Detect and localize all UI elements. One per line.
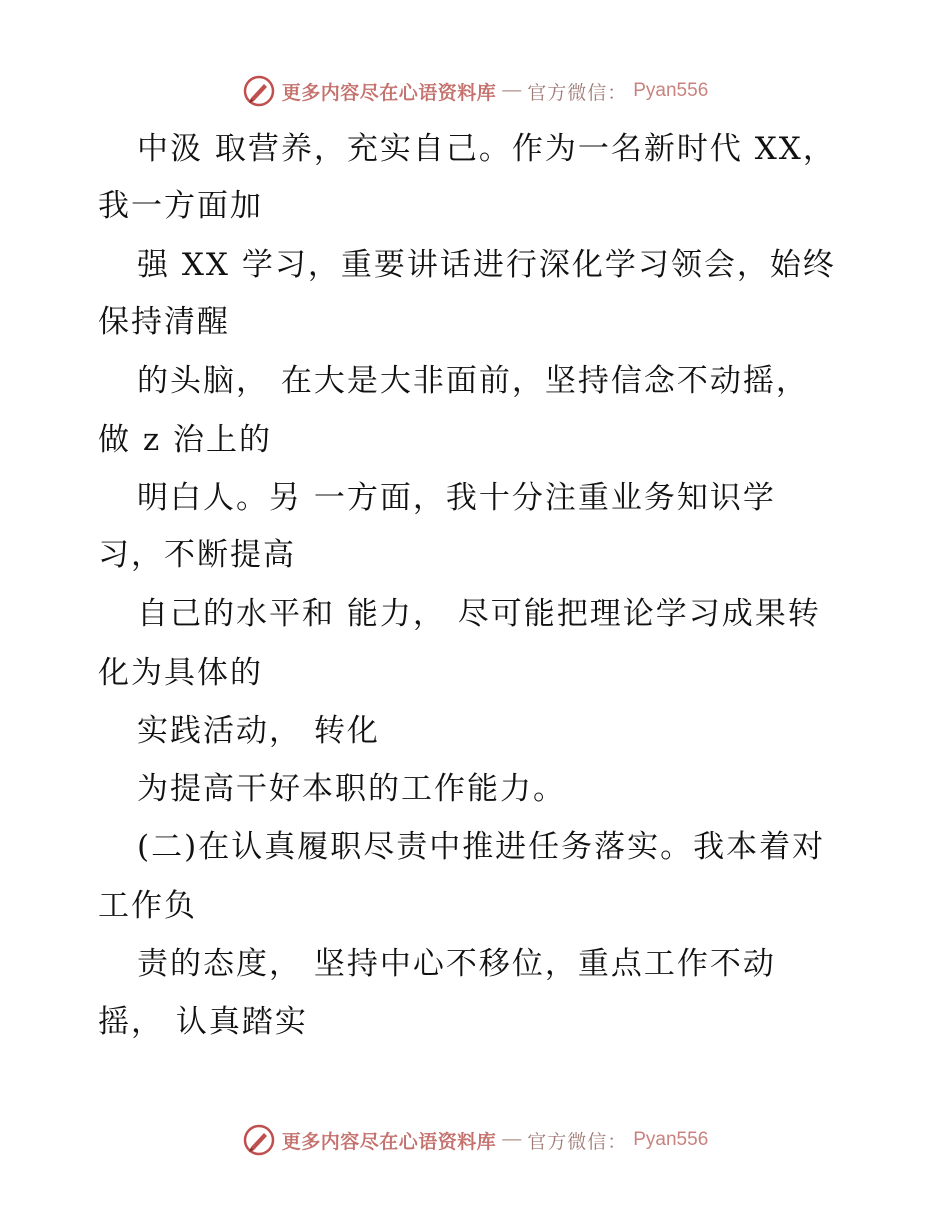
text-line: 中汲 取营养，充实自己。作为一名新时代 XX， (137, 131, 836, 167)
text-line: 强 XX 学习，重要讲话进行深化学习领会，始终 (137, 247, 836, 283)
watermark-dash: — (502, 1129, 522, 1150)
text-line: 摇， 认真踏实 (98, 1004, 308, 1040)
text-line: 习，不断提高 (98, 537, 296, 573)
text-line: 我一方面加 (98, 188, 263, 224)
watermark-official: 官方微信： (527, 82, 628, 104)
watermark-handle: Pyan556 (633, 80, 709, 101)
text-line: 工作负 (98, 888, 197, 924)
pen-logo-icon (242, 1123, 276, 1157)
text-line: 的头脑， 在大是大非面前，坚持信念不动摇， (137, 363, 809, 399)
text-line: 保持清醒 (98, 304, 230, 340)
watermark-official: 官方微信： (527, 1131, 628, 1153)
text-line: 自己的水平和 能力， 尽可能把理论学习成果转 (137, 596, 821, 632)
watermark-label: 更多内容尽在心语资料库 (281, 1131, 497, 1153)
text-line: 化为具体的 (98, 655, 263, 691)
watermark-dash: — (502, 80, 522, 101)
text-line: 为提高干好本职的工作能力。 (137, 771, 566, 807)
text-line: (二)在认真履职尽责中推进任务落实。我本着对 (137, 829, 826, 865)
text-line: 做 z 治上的 (98, 422, 273, 458)
text-line: 明白人。另 一方面，我十分注重业务知识学 (137, 480, 776, 516)
text-line: 责的态度， 坚持中心不移位，重点工作不动 (137, 946, 776, 982)
text-line: 实践活动， 转化 (137, 713, 380, 749)
footer-watermark (0, 1123, 950, 1157)
watermark-handle: Pyan556 (633, 1129, 709, 1150)
watermark-label: 更多内容尽在心语资料库 (281, 82, 497, 104)
